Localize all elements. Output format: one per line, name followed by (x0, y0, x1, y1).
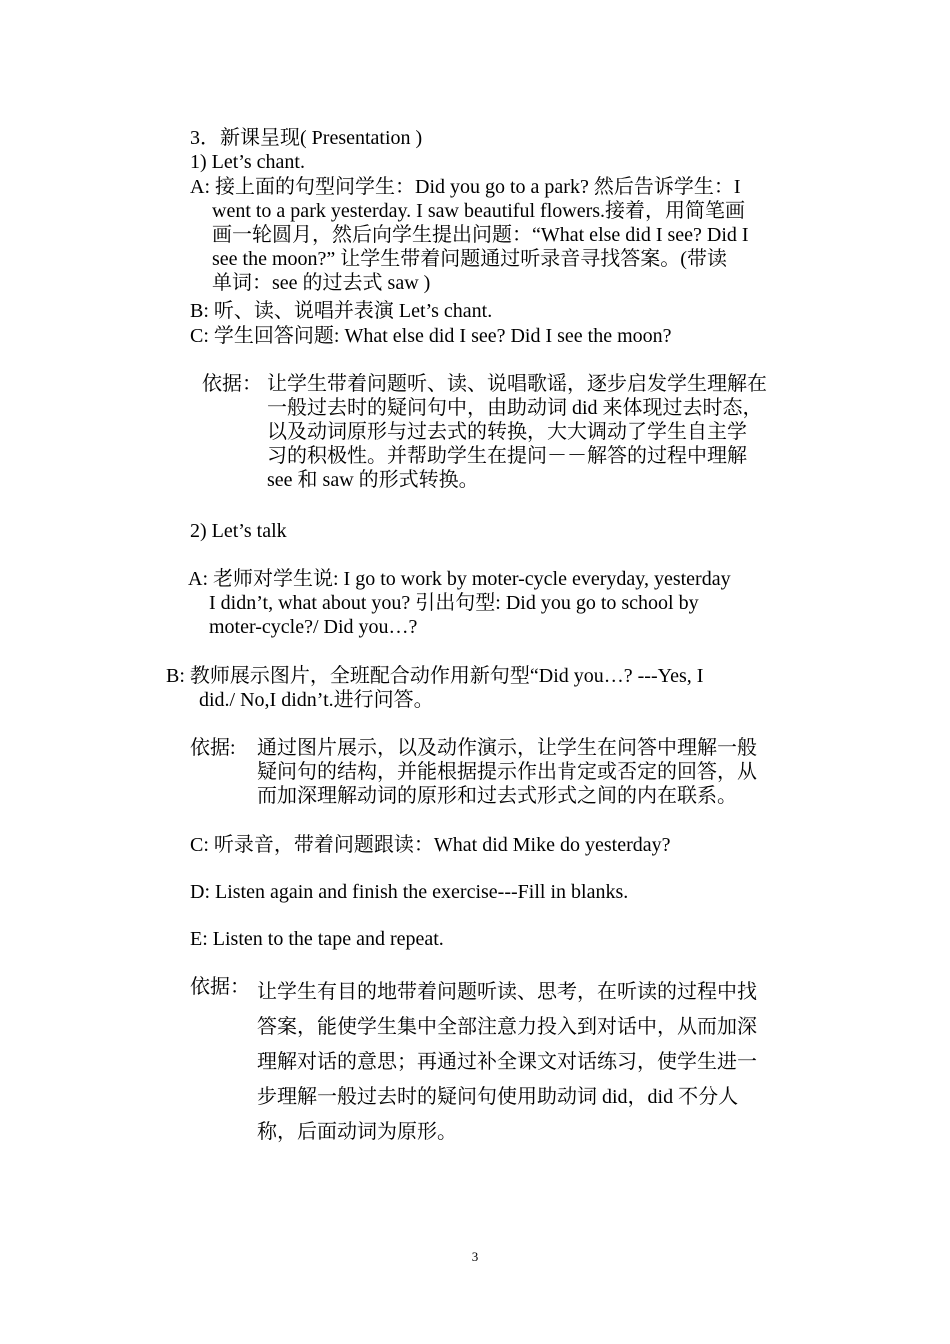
basis-2-text (257, 736, 757, 808)
talk-step-c: C: 听录音，带着问题跟读：What did Mike do yesterday? (190, 834, 671, 856)
talk-b-line-2: did./ No,I didn’t.进行问答。 (199, 689, 434, 711)
talk-step-b (166, 664, 703, 712)
chant-a-line-2: went to a park yesterday. I saw beautiful flowers.接着，用简笔画 (212, 200, 746, 222)
chant-step-c: C: 学生回答问题: What else did I see? Did I see the moon? (190, 325, 672, 347)
basis-1-line-4: 习的积极性。并帮助学生在提问－－解答的过程中理解 (267, 445, 747, 467)
subheading-lets-chant: 1) Let’s chant. (190, 151, 305, 173)
chant-a-line-4: see the moon?” 让学生带着问题通过听录音寻找答案。(带读 (212, 248, 727, 270)
basis-1-line-3: 以及动词原形与过去式的转换，大大调动了学生自主学 (267, 421, 747, 443)
basis-3-line-2: 答案，能使学生集中全部注意力投入到对话中，从而加深 (257, 1016, 757, 1038)
talk-a-line-3: moter-cycle?/ Did you…? (209, 616, 418, 638)
chant-step-a (190, 175, 749, 295)
basis-1-text (267, 372, 767, 492)
basis-2-label: 依据: (190, 737, 236, 759)
talk-step-d: D: Listen again and finish the exercise---Fill in blanks. (190, 881, 629, 903)
chant-a-line-3: 画一轮圆月，然后向学生提出问题：“What else did I see? Did I (212, 224, 749, 246)
chant-a-line-5: 单词：see 的过去式 saw ) (212, 272, 431, 294)
basis-3-label: 依据： (190, 976, 250, 998)
basis-1-line-5: see 和 saw 的形式转换。 (267, 469, 479, 491)
basis-1-label: 依据： (202, 373, 262, 395)
basis-3-line-4: 步理解一般过去时的疑问句使用助动词 did，did 不分人 (257, 1086, 739, 1108)
basis-2-line-3: 而加深理解动词的原形和过去式形式之间的内在联系。 (257, 785, 737, 807)
basis-3-line-3: 理解对话的意思；再通过补全课文对话练习，使学生进一 (257, 1051, 757, 1073)
chant-step-b: B: 听、读、说唱并表演 Let’s chant. (190, 300, 493, 322)
basis-3-line-5: 称，后面动词为原形。 (257, 1121, 457, 1143)
basis-3-line-1: 让学生有目的地带着问题听读、思考，在听读的过程中找 (257, 981, 757, 1003)
basis-2-line-2: 疑问句的结构，并能根据提示作出肯定或否定的回答，从 (257, 761, 757, 783)
talk-b-line-1: B: 教师展示图片，全班配合动作用新句型“Did you…? ---Yes, I (166, 665, 704, 687)
talk-step-a (188, 567, 731, 639)
talk-a-line-1: A: 老师对学生说: I go to work by moter-cycle everyday, yesterday (188, 568, 731, 590)
section-heading: 3．新课呈现( Presentation ) (190, 127, 423, 149)
talk-step-e: E: Listen to the tape and repeat. (190, 928, 444, 950)
basis-3-text (257, 975, 757, 1150)
page-number: 3 (471, 1249, 479, 1264)
subheading-lets-talk: 2) Let’s talk (190, 520, 287, 542)
basis-1-line-1: 让学生带着问题听、读、说唱歌谣，逐步启发学生理解在 (267, 373, 767, 395)
basis-2-line-1: 通过图片展示，以及动作演示，让学生在问答中理解一般 (257, 737, 757, 759)
chant-a-line-1: A: 接上面的句型问学生：Did you go to a park? 然后告诉学生：I (190, 176, 741, 198)
basis-1-line-2: 一般过去时的疑问句中，由助动词 did 来体现过去时态， (267, 397, 763, 419)
talk-a-line-2: I didn’t, what about you? 引出句型: Did you go to school by (209, 592, 699, 614)
